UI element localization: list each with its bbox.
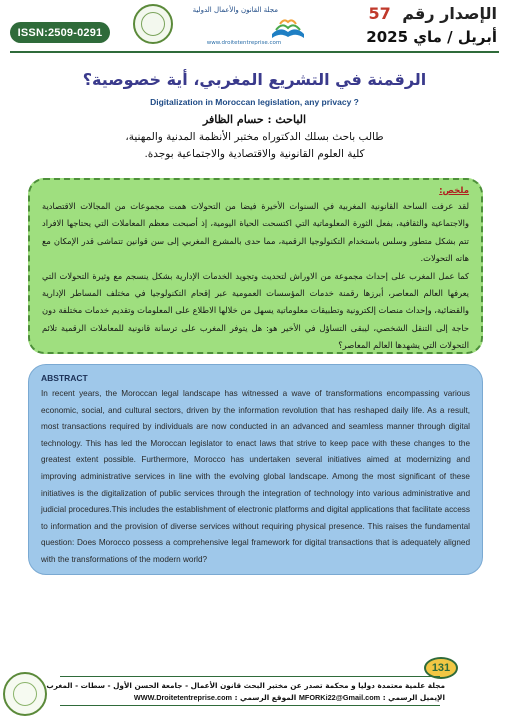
issue-label: الإصدار رقم	[402, 4, 497, 23]
lab-seal-logo	[133, 4, 173, 44]
arabic-abstract-paragraph-1: لقد عرفت الساحة القانونية المغربية في السنوات الأخيرة فيضا من التحولات همت مجموعات من المجالات الاقتصادية والاجتماعية والثقافية، بفعل الثورة المعلوماتية التي اكتسحت الحياة اليومية، إذ أصبحت معظم المعاملات التي يحتاجها الافراد تتم بشكل متطور وسلس باستخدام التكنولوجيا الرقمية، مما حدى بالمشرع المغربي إلى سن قوانين تتماشى قدر الإمكان مع هاته التحولات.	[42, 201, 469, 264]
author-name: الباحث : حسام الظافر	[202, 113, 307, 126]
author-affiliation-2: كلية العلوم القانونية والاقتصادية والاجتماعية بوجدة.	[144, 148, 365, 160]
footer-divider-top	[60, 676, 440, 677]
header-divider	[10, 51, 499, 53]
issue-number: 57	[368, 4, 391, 23]
issue-date: أبريل / ماي 2025	[366, 28, 497, 46]
english-abstract-box	[28, 364, 483, 575]
article-title-arabic: الرقمنة في التشريع المغربي، أية خصوصية؟	[82, 70, 427, 89]
journal-name: مجلة القانون والأعمال الدولية	[192, 6, 278, 14]
issn-badge: ISSN:2509-0291	[10, 22, 110, 43]
journal-logo	[180, 4, 308, 48]
footer-contact-line	[134, 693, 445, 702]
author-affiliation-1: طالب باحث بسلك الدكتوراه مختبر الأنظمة المدنية والمهنية،	[125, 131, 384, 143]
footer-site-label: الموقع الرسمي :	[234, 693, 297, 702]
footer-website-link[interactable]: WWW.Droitetentreprise.com	[133, 693, 233, 702]
english-abstract-heading: ABSTRACT	[41, 373, 88, 383]
footer-journal-description: مجلة علمية معتمدة دوليا و محكمة تصدر عن مختبر البحث قانون الأعمال - جامعة الحسن الأول - سطات - المغرب	[46, 681, 445, 690]
footer-email[interactable]: MFORKi22@Gmail.com	[298, 693, 381, 702]
footer-seal-inner-ring	[13, 682, 37, 706]
english-abstract-body: In recent years, the Moroccan legal landscape has witnessed a wave of transformations encompassing various economic, social, and cultural sectors, driven by the information revolution that has reshaped daily life. As a result, most transactions required by individuals are now conducted in an advanced and seamless manner through digital technology. This has led the Moroccan legislator to enact laws that strive to keep pace with these changes to the greatest extent possible. Furthermore, Morocco has undertaken several initiatives aimed at modernizing and improving administrative services in line with the evolving global landscape. Among the most significant of these initiatives is the digitalization of public services through the integration of technology into various administrative and judicial procedures.This includes the establishment of electronic platforms and digital applications that facilitate access to information and the provision of diverse services without requiring physical presence. This raises the fundamental question: Does Morocco possess a comprehensive legal framework for digital transactions that is adequately aligned with the transformations of the modern world?	[41, 389, 470, 564]
page-number-badge: 131	[424, 657, 458, 679]
book-icon	[268, 10, 308, 42]
issue-number-line	[368, 4, 497, 23]
arabic-abstract-paragraph-2: كما عمل المغرب على إحداث مجموعة من الاوراش لتحديث وتجويد الخدمات الإدارية بشكل ينسجم مع وثيرة التحولات التي يعرفها العالم المعاصر، أبرزها رقمنة خدمات المؤسسات العمومية عبر إقحام التكنولوجيا في مختلف المساطر الإدارية والقضائية، وإحداث منصات إلكترونية وتطبيقات معلوماتية يسهل من خلالها الاطلاع على المعلومات وتقديم خدمات مختلفة دون حاجة إلى التنقل الشخصي، ليبقى التساؤل في الأخير هو: هل يتوفر المغرب على ترسانة قانونية للمعاملات الرقمية تلائم التحولات التي يشهدها العالم المعاصر؟	[42, 270, 469, 351]
footer-email-label: الإيميل الرسمي :	[382, 693, 445, 702]
seal-inner-ring	[141, 12, 165, 36]
footer-divider-bottom	[60, 705, 440, 706]
article-title-english: Digitalization in Moroccan legislation, any privacy ?	[150, 97, 359, 107]
journal-site: www.droitetentreprise.com	[206, 40, 282, 46]
university-seal-logo	[3, 672, 47, 716]
arabic-abstract-heading: ملخص:	[439, 186, 469, 196]
arabic-abstract-box	[28, 178, 483, 354]
